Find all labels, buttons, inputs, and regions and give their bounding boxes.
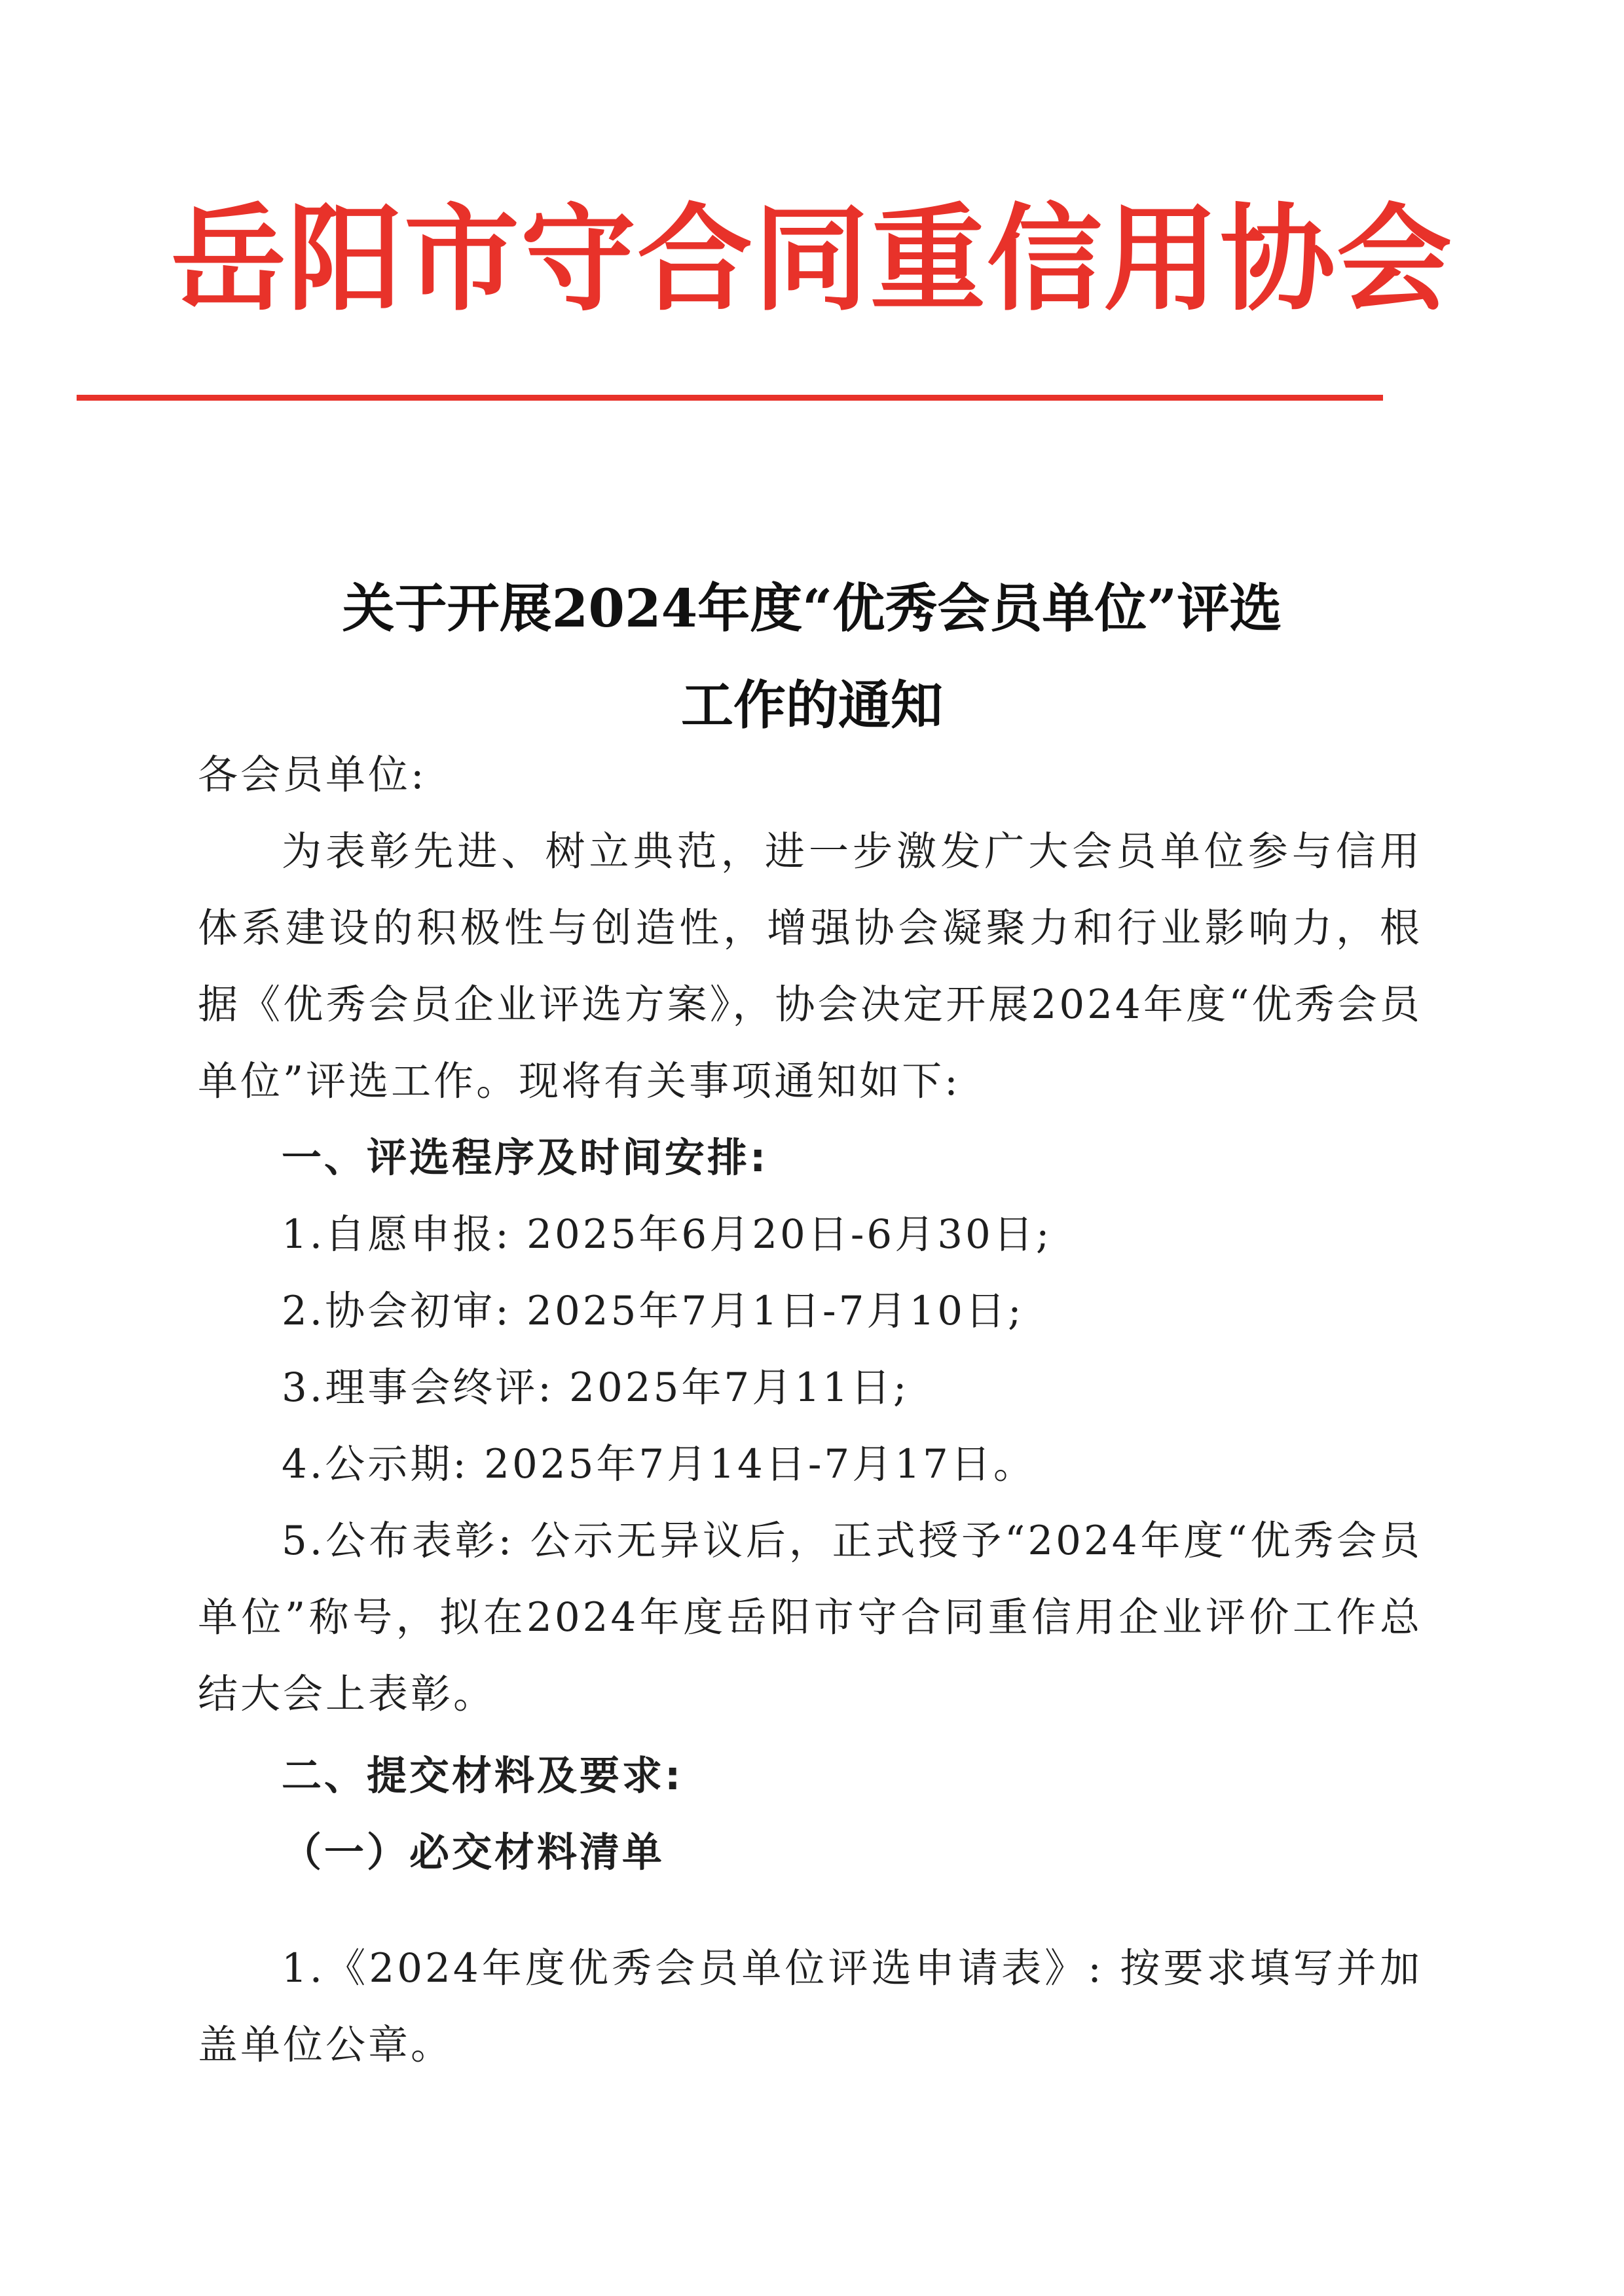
intro-paragraph: 为表彰先进、树立典范，进一步激发广大会员单位参与信用体系建设的积极性与创造性，增强协会凝聚力和行业影响力，根据《优秀会员企业评选方案》，协会决定开展2024年度“优秀会员单位”评选工作。现将有关事项通知如下:: [198, 828, 1422, 1104]
section-1-item-5: 5.公布表彰: 公示无异议后，正式授予“2024年度“优秀会员单位”称号，拟在2024年度岳阳市守合同重信用企业评价工作总结大会上表彰。: [198, 1518, 1422, 1717]
letterhead-red-rule: [77, 395, 1383, 401]
section-2-heading: 二、提交材料及要求:: [282, 1753, 684, 1799]
document-title: [0, 560, 1624, 754]
section-1-item-1: 1.自愿申报: 2025年6月20日-6月30日;: [282, 1211, 1052, 1258]
salutation: 各会员单位:: [198, 752, 427, 798]
document-title-line-1: 关于开展2024年度“优秀会员单位”评选: [342, 577, 1282, 639]
section-1-item-3: 3.理事会终评: 2025年7月11日;: [282, 1364, 910, 1411]
section-1-item-4: 4.公示期: 2025年7月14日-7月17日。: [282, 1441, 1036, 1487]
document-title-line-2: 工作的通知: [681, 674, 943, 736]
letterhead-org-name: 岳阳市守合同重信用协会: [170, 192, 1453, 327]
section-2-item-1: 1.《2024年度优秀会员单位评选申请表》: 按要求填写并加盖单位公章。: [198, 1945, 1422, 2068]
section-1-heading: 一、评选程序及时间安排:: [282, 1135, 769, 1181]
document-body: [198, 737, 1422, 2083]
section-1-item-2: 2.协会初审: 2025年7月1日-7月10日;: [282, 1288, 1024, 1334]
section-2-subheading: （一）必交材料清单: [282, 1829, 665, 1876]
